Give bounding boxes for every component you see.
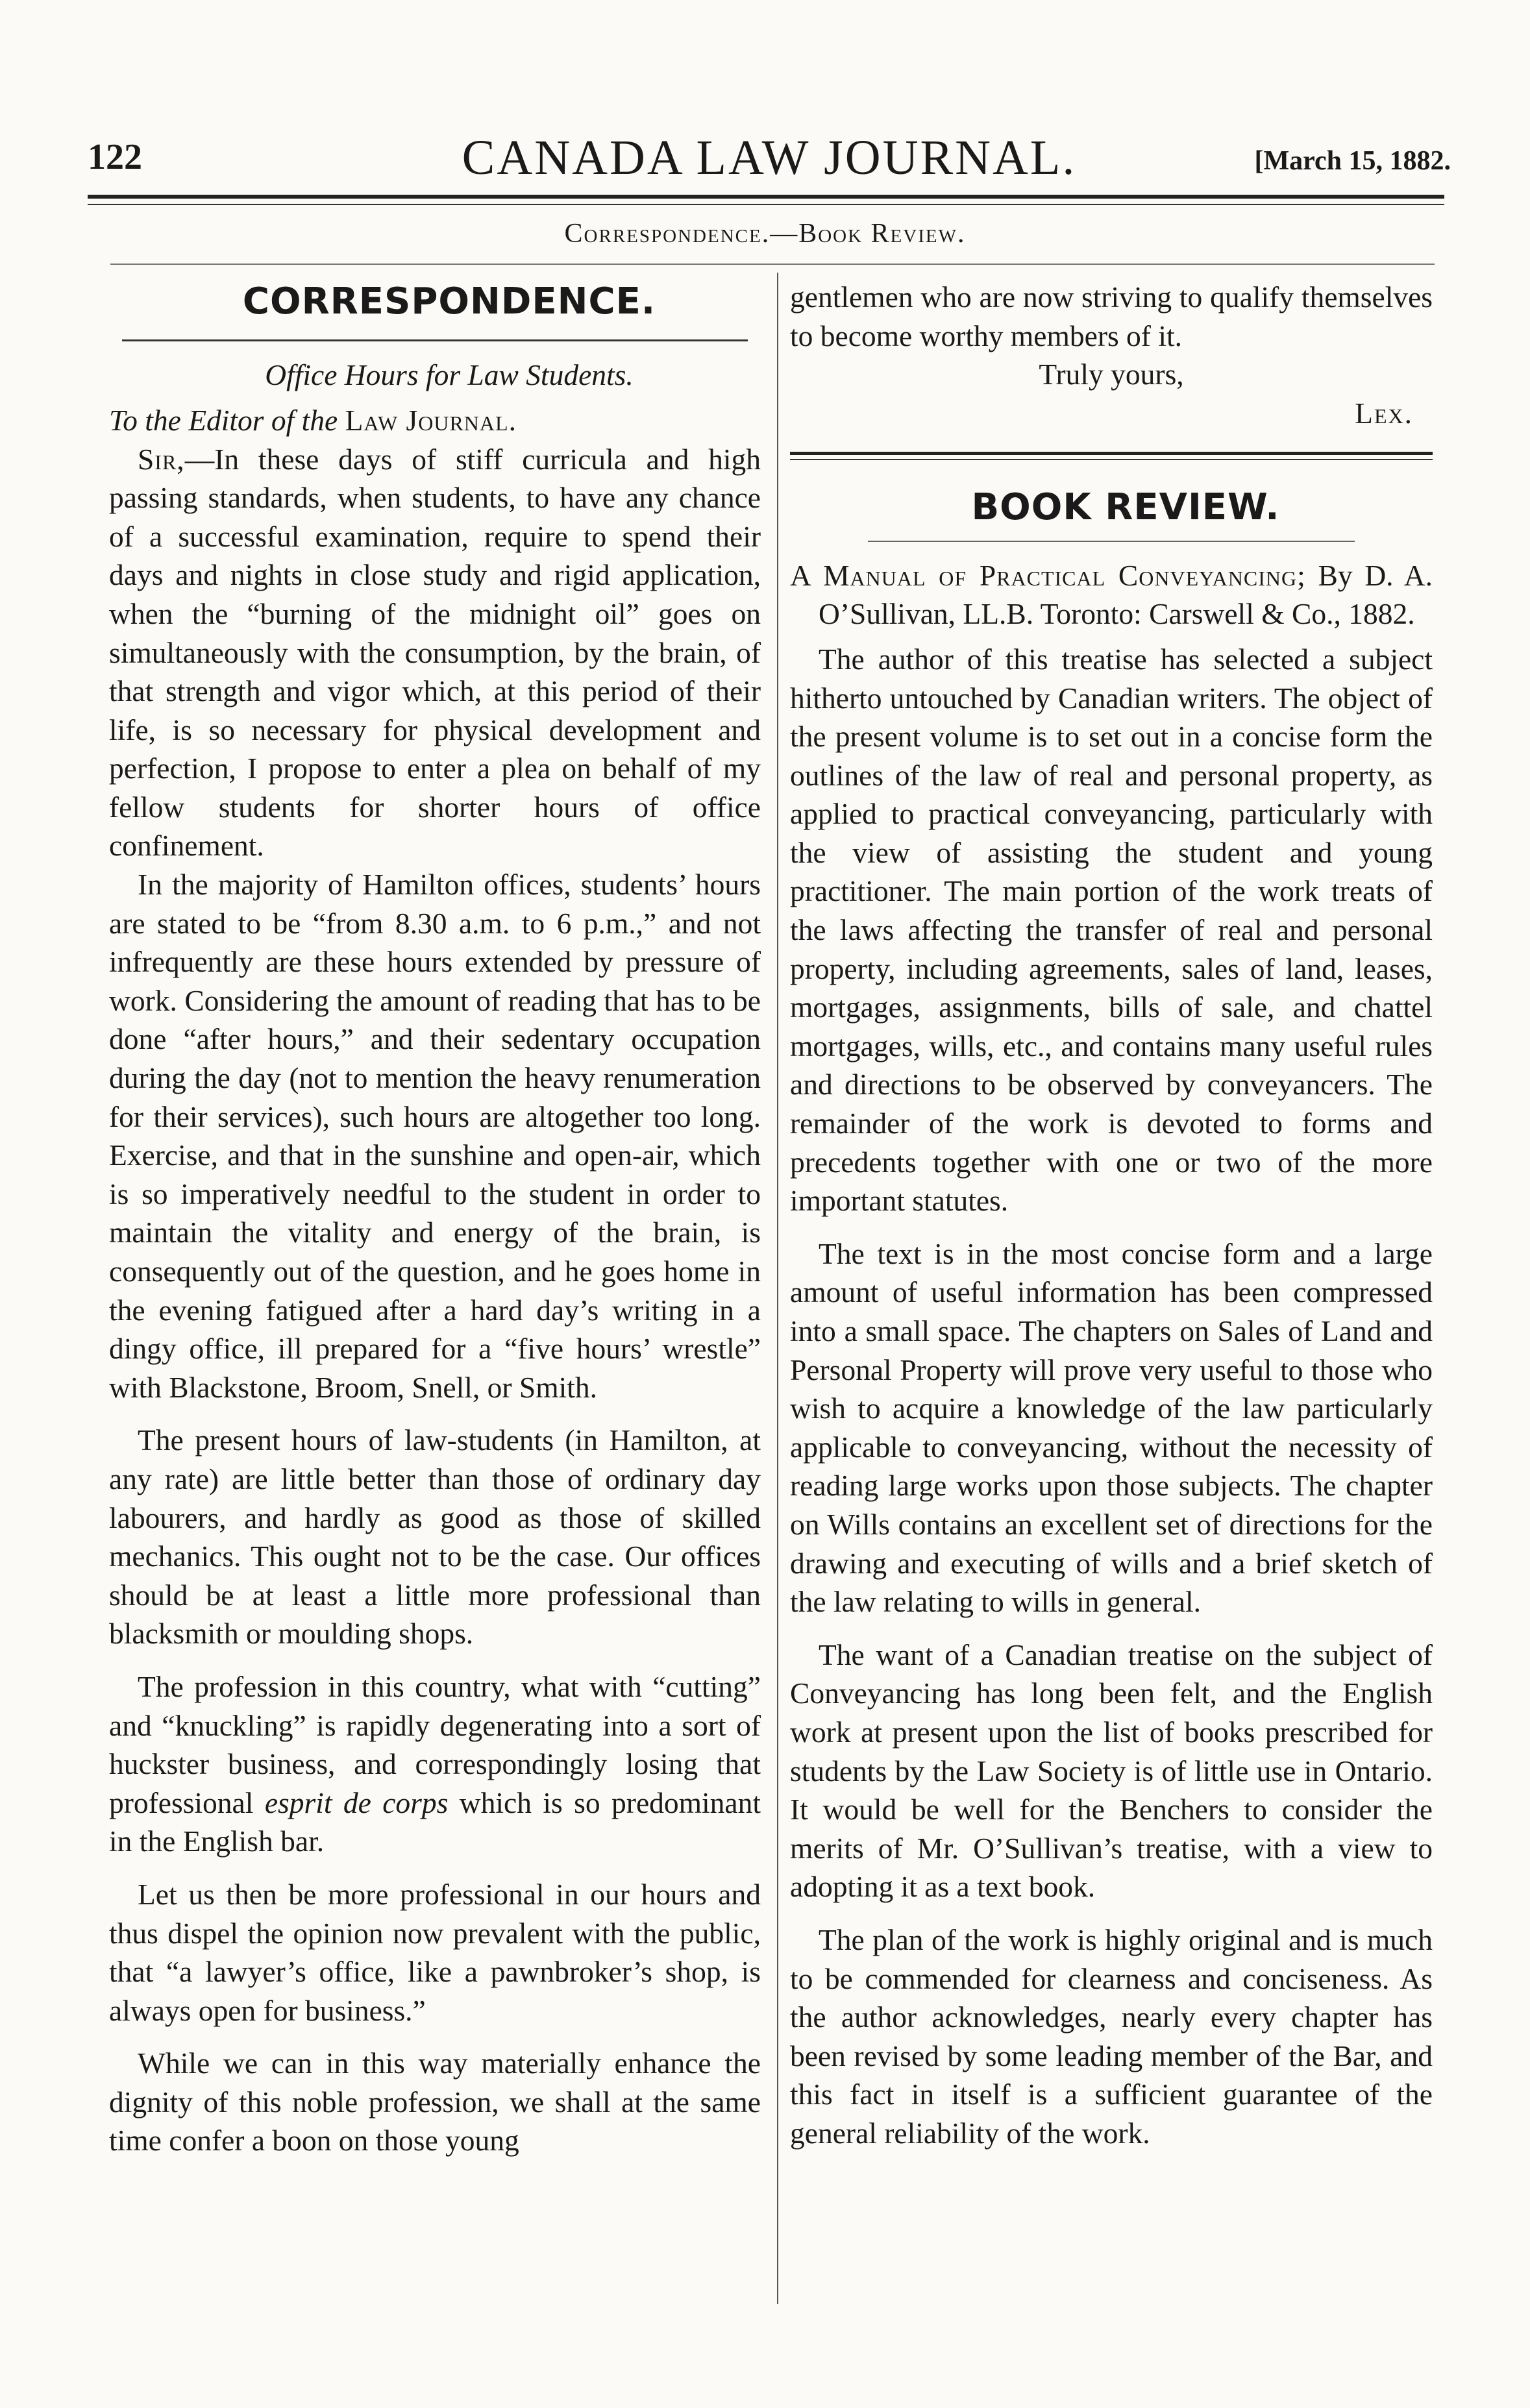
addressee-line (109, 401, 761, 440)
book-review-heading: BOOK REVIEW. (971, 486, 1280, 529)
journal-title: CANADA LAW JOURNAL. (462, 130, 1077, 185)
subheading-rule (110, 264, 1435, 265)
letter-signature: Lex. (1355, 396, 1413, 430)
page-header (88, 130, 1451, 195)
book-citation (790, 556, 1433, 633)
addressee-journal: Law Journal. (345, 403, 517, 437)
review-paragraph-4: The plan of the work is highly original and is much to be commended for clearness and conciseness. As the author acknowledges, nearly every chapter has been revised by some leading member of the Bar, and this fact in itself is a sufficient guarantee of the general reliability of the work. (790, 1923, 1433, 2150)
review-paragraph-1: The author of this treatise has selected a subject hitherto untouched by Canadian writers. The object of the present volume is to set out in a concise form the outlines of the law of real and personal property, as applied to practical conveyancing, particularly with the view of assisting the student and young practitioner. The main portion of the work treats of the laws affecting the transfer of real and personal property, including agreements, sales of land, leases, mortgages, assignments, bills of sale, and chattel mortgages, wills, etc., and contains many useful rules and directions to be observed by conveyancers. The remainder of the work is devoted to forms and precedents together with one or two of the more important statutes. (790, 642, 1433, 1218)
review-paragraph-2: The text is in the most concise form and a large amount of useful information has been compressed into a small space. The chapters on Sales of Land and Personal Property will prove very useful to those who wish to acquire a knowledge of the law particularly applicable to conveyancing, without the necessity of reading large works upon those subjects. The chapter on Wills contains an excellent set of directions for the drawing and executing of wills and a brief sketch of the law relating to wills in general. (790, 1236, 1433, 1619)
book-details: By D. A. O’Sullivan, LL.B. Toronto: Carswell & Co., 1882. (819, 558, 1433, 631)
letter-paragraph-6: While we can in this way materially enhance the dignity of this noble profession, we shall at the same time confer a boon on those young (109, 2046, 761, 2157)
letter-title: Office Hours for Law Students. (265, 358, 634, 392)
review-paragraph-3: The want of a Canadian treatise on the subject of Conveyancing has long been felt, and the English work at present upon the list of books prescribed for students by the Law Society is of little use in Ontario. It would be well for the Benchers to consider the merits of Mr. O’Sullivan’s treatise, with a view to adopting it as a text book. (790, 1638, 1433, 1904)
book-title: A Manual of Practical Conveyancing; (790, 558, 1306, 592)
heading-rule (122, 339, 748, 341)
header-rule-thick (88, 195, 1444, 199)
page-number: 122 (88, 137, 142, 177)
letter-paragraph-1-text: —In these days of stiff curricula and high passing standards, when students, to have any chance of a successful examination, require to spend their days and nights in close study and rigid application, when the “burning of the midnight oil” goes on simultaneously with the consumption, by the brain, of that strength and vigor which, at this period of their life, is so necessary for physical development and perfection, I propose to enter a plea on behalf of my fellow students for shorter hours of office confinement. (109, 442, 761, 863)
section-separator-rule (790, 452, 1433, 460)
issue-date: [March 15, 1882. (1254, 146, 1451, 176)
salutation: Sir, (138, 442, 185, 476)
letter-paragraph-4: The profession in this country, what with “cutting” and “knuckling” is rapidly degenerating into a sort of huckster business, and correspondingly losing that professional esprit de corps which is so predominant in the English bar. (109, 1669, 761, 1858)
book-review-heading-rule (868, 541, 1355, 542)
column-divider (777, 273, 778, 2304)
header-rule-thin (88, 204, 1444, 205)
addressee-prefix: To the Editor of the (109, 403, 338, 437)
correspondence-heading: CORRESPONDENCE. (242, 280, 656, 323)
letter-paragraph-2: In the majority of Hamilton offices, students’ hours are stated to be “from 8.30 a.m. to 6 p.m.,” and not infrequently are these hours extended by pressure of work. Considering the amount of reading that has to be done “after hours,” and their sedentary occupation during the day (not to mention the heavy renumeration for their services), such hours are altogether too long. Exercise, and that in the sunshine and open-air, which is so imperatively needful to the student in order to maintain the vitality and energy of the brain, is consequently out of the question, and he goes home in the evening fatigued after a hard day’s writing in a dingy office, ill prepared for a “five hours’ wrestle” with Blackstone, Broom, Snell, or Smith. (109, 868, 761, 1404)
letter-paragraph-1 (109, 440, 761, 866)
right-column (790, 278, 1433, 2152)
letter-paragraph-3: The present hours of law-students (in Hamilton, at any rate) are little better than those of ordinary day labourers, and hardly as good as those of skilled mechanics. This ought not to be the case. Our offices should be at least a little more professional than blacksmith or moulding shops. (109, 1423, 761, 1651)
letter-continuation: gentlemen who are now striving to qualify themselves to become worthy members of it. (790, 280, 1433, 352)
letter-closing: Truly yours, (1039, 358, 1184, 391)
letter-paragraph-5: Let us then be more professional in our hours and thus dispel the opinion now prevalent with the public, that “a lawyer’s office, like a pawnbroker’s shop, is always open for business.” (109, 1877, 761, 2027)
left-column (109, 278, 761, 2160)
section-subheading: Correspondence.—Book Review. (564, 219, 966, 249)
